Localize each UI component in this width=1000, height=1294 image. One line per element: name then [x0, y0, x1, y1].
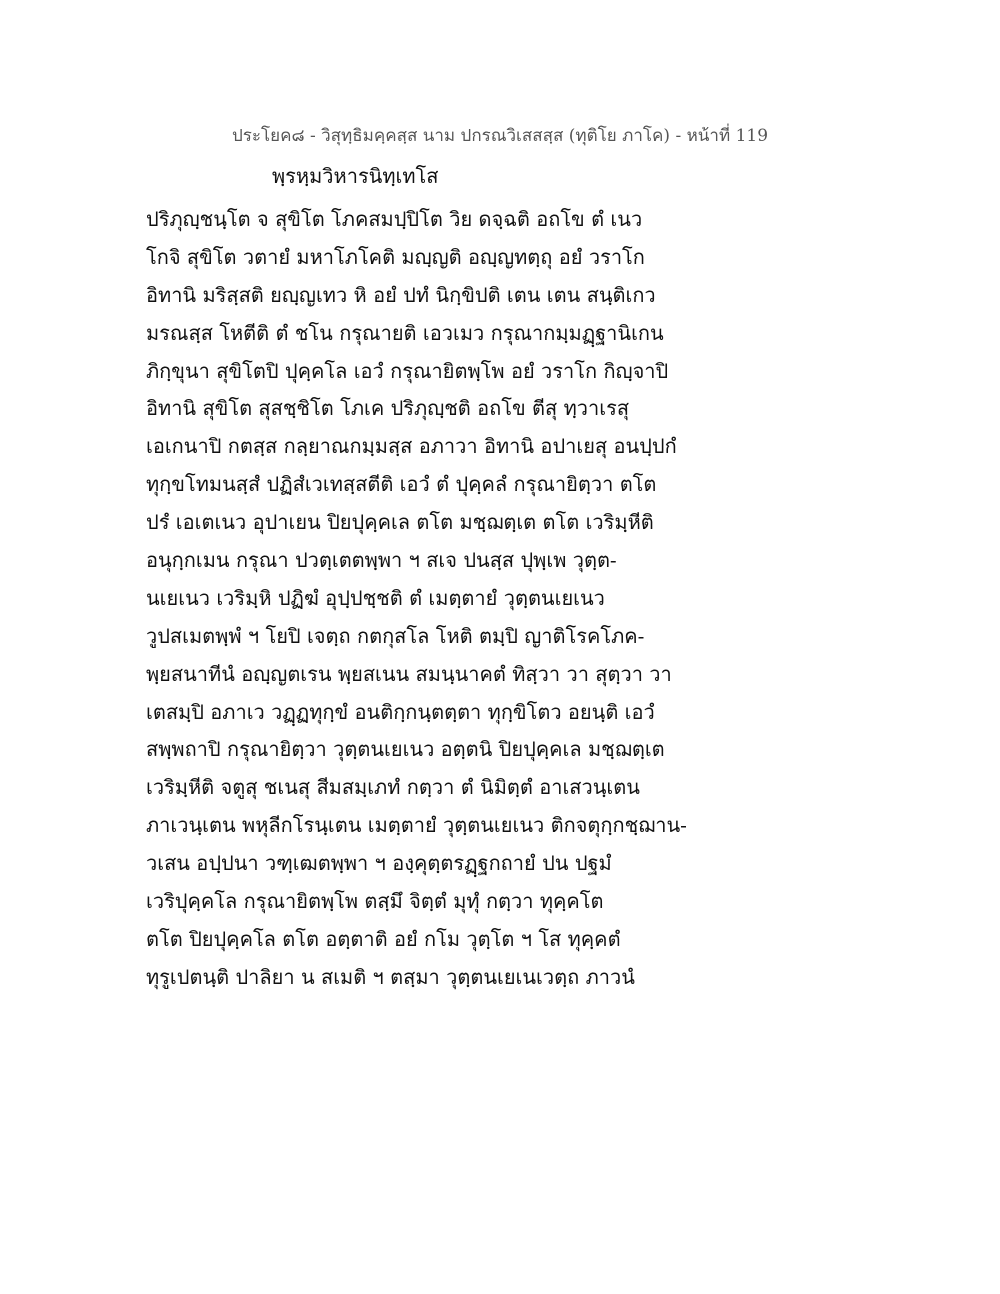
text-line: ภิกฺขุนา สุขิโตปิ ปุคฺคโล เอวํ กรุณายิตพฺโพ อยํ วราโก กิญฺจาปิ: [146, 358, 669, 383]
text-line: วเสน อปฺปนา วฑฺเฒตพฺพา ฯ องฺคุตฺตรฏฺฐกถายํ ปน ปฐมํ: [146, 851, 612, 876]
text-line: มรณสฺส โหตีติ ตํ ชโน กรุณายติ เอวเมว กรุณากมฺมฏฺฐานิเกน: [146, 320, 664, 345]
text-line: เวริปุคฺคโล กรุณายิตพฺโพ ตสฺมึ จิตฺตํ มุทุํ กตฺวา ทุคฺคโต: [146, 889, 604, 914]
text-line: เตสมฺปิ อภาเว วฏฺฏทุกฺขํ อนติกฺกนฺตตฺตา ทุกฺขิโตว อยนฺติ เอวํ: [146, 699, 655, 724]
text-line: เอเกนาปิ กตสฺส กลฺยาณกมฺมสฺส อภาวา อิทานิ อปาเยสุ อนปฺปกํ: [146, 434, 677, 459]
text-line: เวริมฺหีติ จตูสุ ชเนสุ สีมสมฺเภทํ กตฺวา ตํ นิมิตฺตํ อาเสวนฺเตน: [146, 775, 640, 800]
body-text: [146, 201, 866, 997]
text-line: ปริภุญฺชนฺโต จ สุขิโต โภคสมปฺปิโต วิย ดจฺฉติ อถโข ตํ เนว: [146, 207, 643, 231]
text-line: อิทานิ สุขิโต สุสชฺชิโต โภเค ปริภุญฺชติ อถโข ตีสุ ทฺวาเรสุ: [146, 396, 630, 421]
text-line: อนุกฺกเมน กรุณา ปวตฺเตตพฺพา ฯ สเจ ปนสฺส ปุพฺเพ วุตฺต-: [146, 548, 617, 573]
text-line: วูปสเมตพฺพํ ฯ โยปิ เจตฺถ กตกุสโล โหติ ตมฺปิ ญาติโรคโภค-: [146, 623, 645, 648]
text-line: นเยเนว เวริมฺหิ ปฏิฆํ อุปฺปชฺชติ ตํ เมตฺตายํ วุตฺตนเยเนว: [146, 585, 605, 610]
text-line: โกจิ สุขิโต วตายํ มหาโภโคติ มญฺญติ อญฺญทตฺถุ อยํ วราโก: [146, 244, 645, 269]
text-line: พฺยสนาทีนํ อญฺญตเรน พฺยสเนน สมนฺนาคตํ ทิสฺวา วา สุตฺวา วา: [146, 661, 672, 686]
text-line: ปรํ เอเตเนว อุปาเยน ปิยปุคฺคเล ตโต มชฺฌตฺเต ตโต เวริมฺหีติ: [146, 510, 654, 535]
text-line: ภาเวนฺเตน พหุลีกโรนฺเตน เมตฺตายํ วุตฺตนเยเนว ติกจตุกฺกชฺฌาน-: [146, 813, 687, 838]
text-line: อิทานิ มริสฺสติ ยญฺญเทว หิ อยํ ปทํ นิกฺขิปติ เตน เตน สนฺติเกว: [146, 282, 656, 307]
text-line: ทุรูเปตนฺติ ปาลิยา น สเมติ ฯ ตสฺมา วุตฺตนเยเนเวตฺถ ภาวนํ: [146, 964, 635, 989]
text-line: ตโต ปิยปุคฺคโล ตโต อตฺตาติ อยํ กโม วุตฺโต ฯ โส ทุคฺคตํ: [146, 926, 621, 951]
section-title: พฺรหฺมวิหารนิทฺเทโส: [272, 164, 439, 188]
text-line: สพฺพถาปิ กรุณายิตฺวา วุตฺตนเยเนว อตฺตนิ ปิยปุคฺคเล มชฺฌตฺเต: [146, 737, 665, 762]
text-line: ทุกฺขโทมนสฺสํ ปฏิสํเวเทสฺสตีติ เอวํ ตํ ปุคฺคลํ กรุณายิตฺวา ตโต: [146, 472, 657, 497]
page-header: ประโยค๘ - วิสุทฺธิมคฺคสฺส นาม ปกรณวิเสสสฺส (ทุติโย ภาโค) - หน้าที่ 119: [231, 126, 769, 146]
